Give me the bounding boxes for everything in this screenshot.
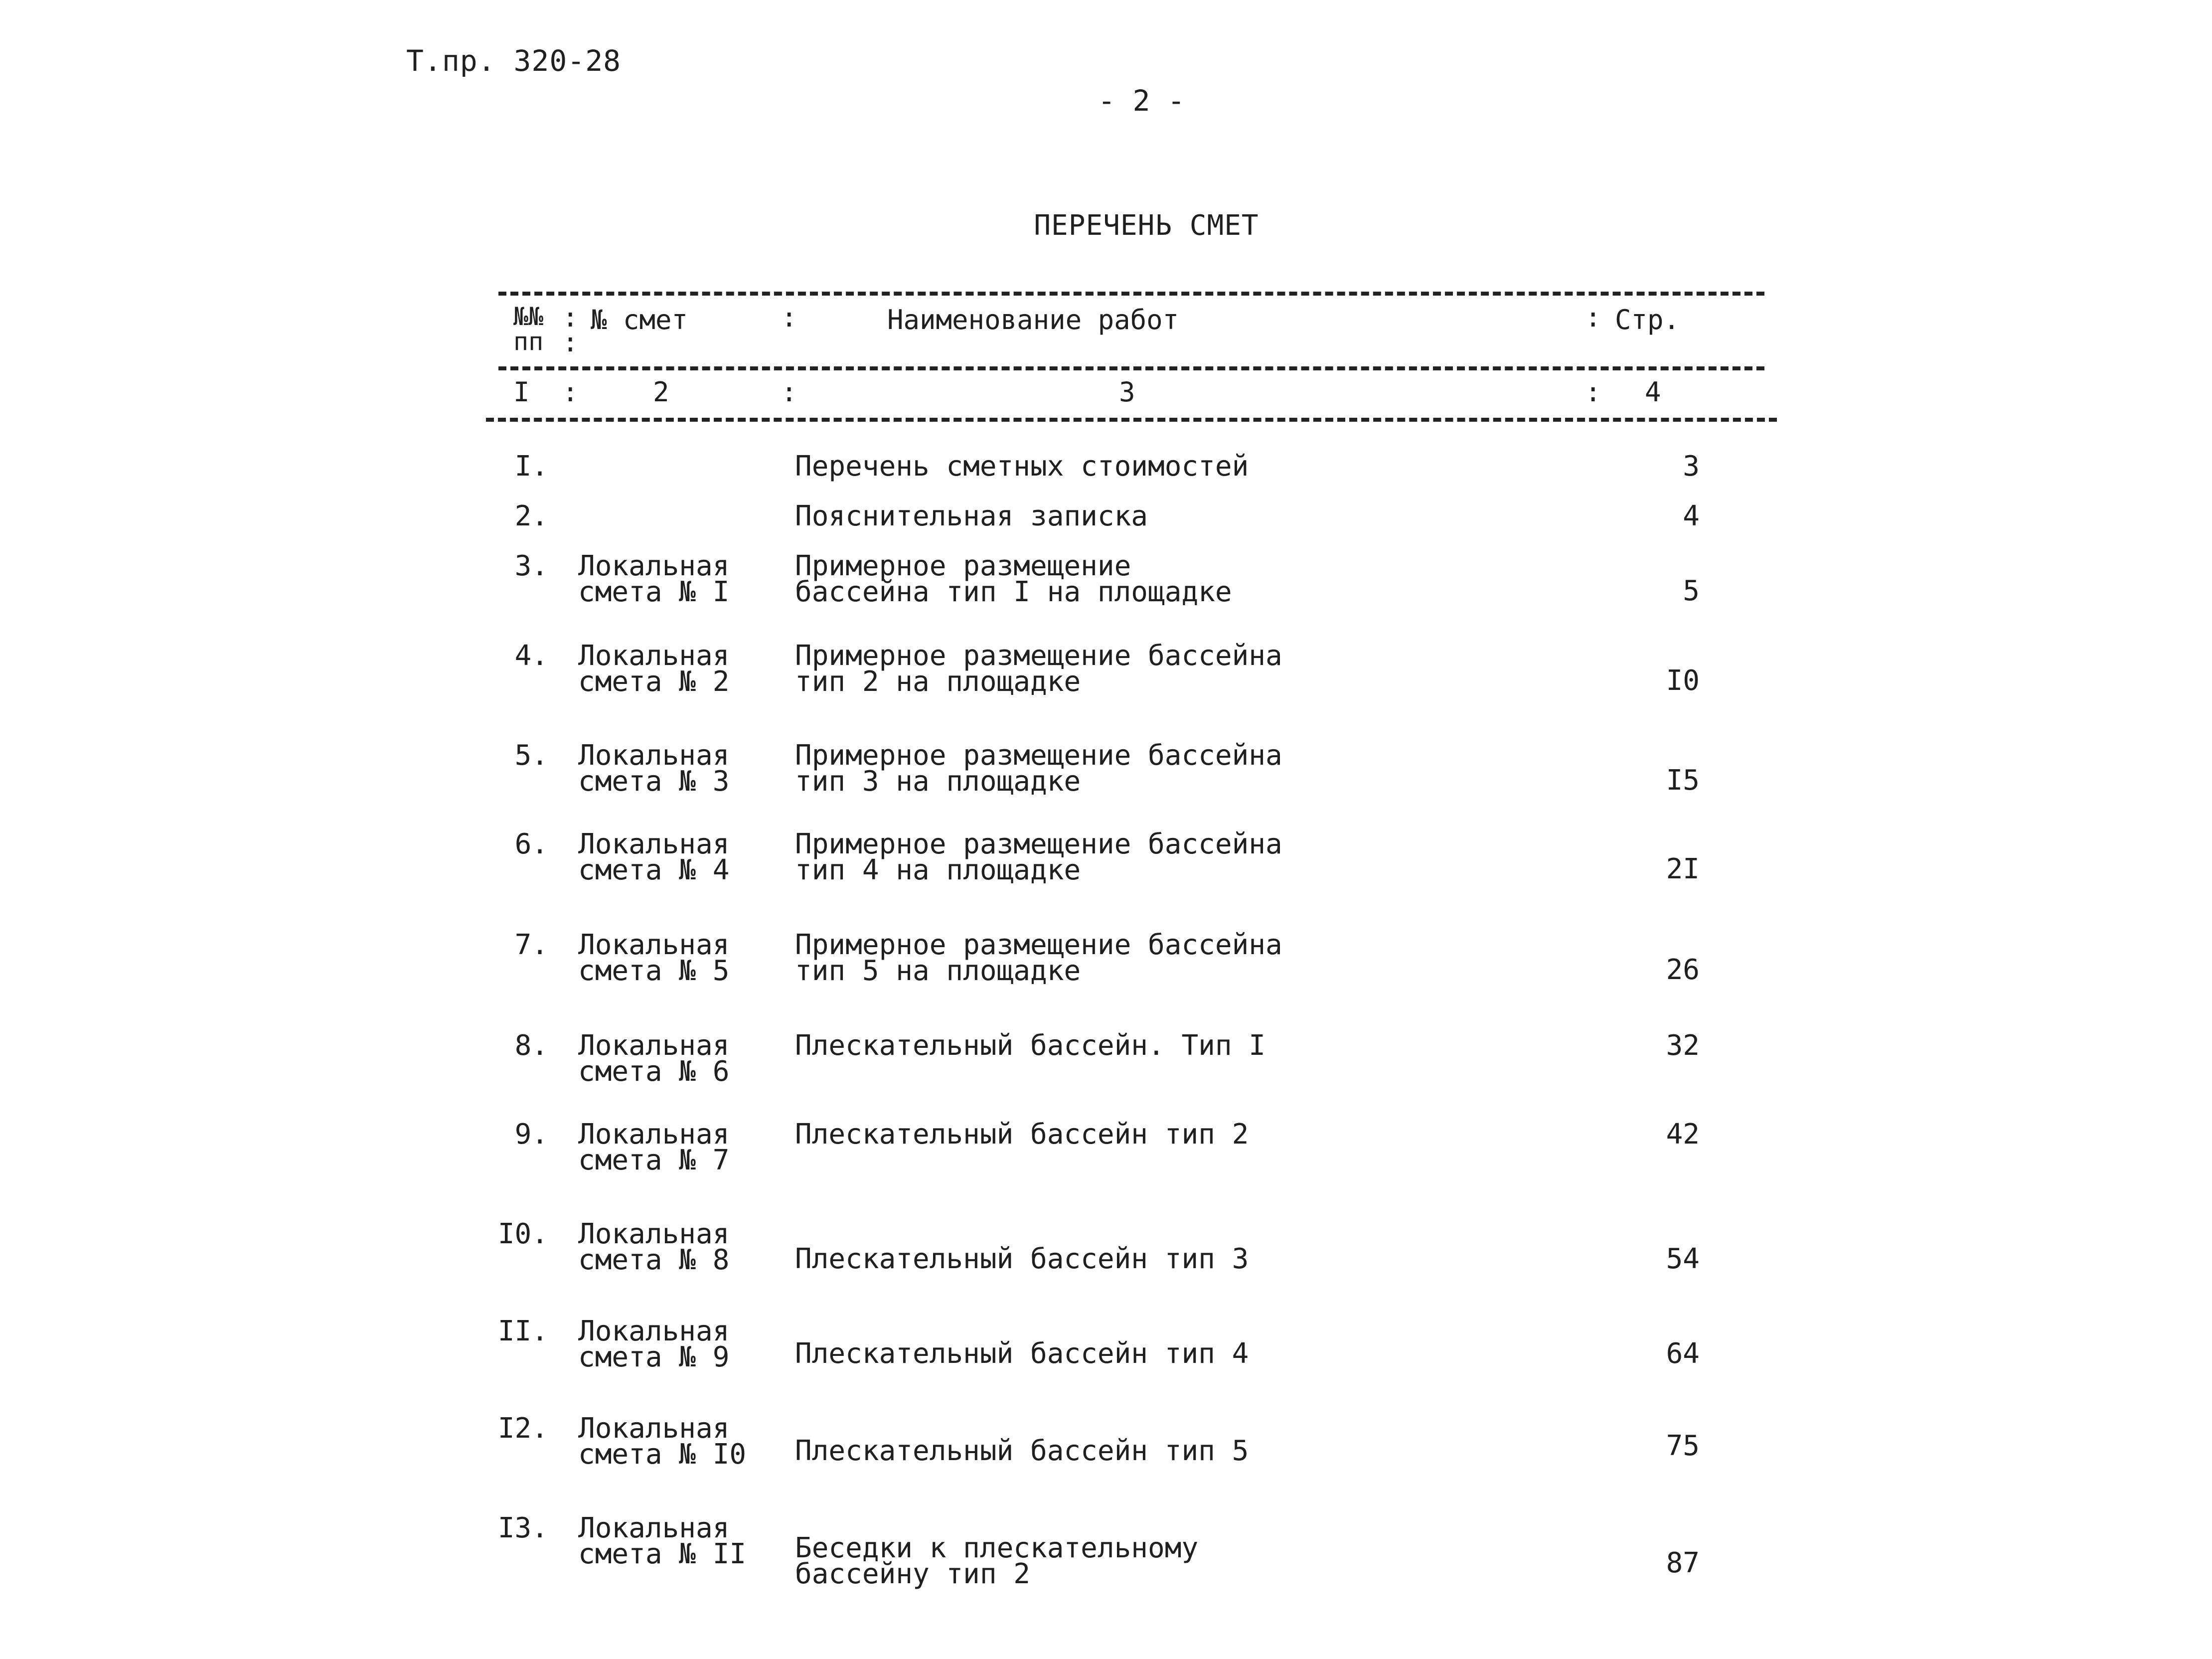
row-work-name: Беседки к плескательному бассейну тип 2 — [795, 1532, 1199, 1590]
row-number: 7. — [514, 929, 548, 961]
row-number: II. — [497, 1315, 548, 1347]
row-number: 3. — [514, 550, 548, 582]
row-work-name: Плескательный бассейн. Тип I — [795, 1029, 1266, 1062]
row-page: I5 — [1666, 764, 1700, 797]
column-separator: : — [562, 327, 579, 358]
row-page: 3 — [1683, 450, 1700, 483]
column-separator: : — [562, 376, 579, 408]
row-work-name: Плескательный бассейн тип 2 — [795, 1118, 1249, 1151]
row-estimate: Локальная смета № 4 — [578, 828, 730, 886]
column-separator: : — [781, 376, 797, 408]
row-work-name: Плескательный бассейн тип 5 — [795, 1435, 1249, 1467]
row-page: 5 — [1683, 575, 1700, 607]
column-separator: : — [1585, 302, 1601, 333]
table-columns-rule — [486, 418, 1777, 422]
row-number: 4. — [514, 640, 548, 672]
row-number: 9. — [514, 1118, 548, 1151]
column-separator: : — [781, 302, 797, 333]
row-estimate: Локальная смета № 9 — [578, 1315, 730, 1373]
column-header-name: Наименование работ — [887, 304, 1179, 335]
document-code: Т.пр. 320-28 — [406, 44, 622, 78]
row-number: I3. — [497, 1512, 548, 1544]
row-work-name: Примерное размещение бассейна тип 2 на площадке — [795, 640, 1282, 698]
row-work-name: Перечень сметных стоимостей — [795, 450, 1249, 483]
row-number: I. — [514, 450, 548, 483]
column-separator: : — [1585, 376, 1601, 408]
column-number-4: 4 — [1645, 376, 1661, 408]
table-header-rule — [498, 366, 1764, 370]
row-number: 6. — [514, 828, 548, 860]
row-page: 26 — [1666, 954, 1700, 986]
row-page: 42 — [1666, 1118, 1700, 1151]
row-estimate: Локальная смета № 2 — [578, 640, 730, 698]
column-header-page: Стр. — [1615, 304, 1680, 335]
row-page: 87 — [1666, 1547, 1700, 1579]
row-page: 75 — [1666, 1430, 1700, 1462]
row-work-name: Плескательный бассейн тип 4 — [795, 1337, 1249, 1370]
column-number-3: 3 — [1119, 376, 1135, 408]
row-work-name: Плескательный бассейн тип 3 — [795, 1243, 1249, 1275]
row-estimate: Локальная смета № I — [578, 550, 730, 608]
row-estimate: Локальная смета № I0 — [578, 1412, 747, 1471]
row-page: 64 — [1666, 1337, 1700, 1370]
row-work-name: Пояснительная записка — [795, 500, 1148, 532]
row-estimate: Локальная смета № 3 — [578, 739, 730, 798]
row-number: I2. — [497, 1412, 548, 1445]
column-number-2: 2 — [653, 376, 669, 408]
table-top-rule — [498, 292, 1764, 296]
row-number: 5. — [514, 739, 548, 772]
document-title: ПЕРЕЧЕНЬ СМЕТ — [1034, 209, 1259, 242]
row-estimate: Локальная смета № 6 — [578, 1029, 730, 1088]
row-page: 4 — [1683, 500, 1700, 532]
column-header-estimate: № смет — [591, 304, 688, 335]
row-page: 2I — [1666, 853, 1700, 885]
row-number: 8. — [514, 1029, 548, 1062]
row-estimate: Локальная смета № 5 — [578, 929, 730, 987]
row-work-name: Примерное размещение бассейна тип I на площадке — [795, 550, 1232, 608]
row-page: 32 — [1666, 1029, 1700, 1062]
row-work-name: Примерное размещение бассейна тип 5 на площадке — [795, 929, 1282, 987]
column-header-num: №№ пп — [513, 302, 544, 356]
row-estimate: Локальная смета № 8 — [578, 1218, 730, 1276]
column-number-1: I — [513, 376, 530, 408]
row-page: 54 — [1666, 1243, 1700, 1275]
column-separator: : — [562, 302, 579, 333]
row-work-name: Примерное размещение бассейна тип 4 на площадке — [795, 828, 1282, 886]
row-page: I0 — [1666, 664, 1700, 697]
row-estimate: Локальная смета № 7 — [578, 1118, 730, 1176]
row-number: 2. — [514, 500, 548, 532]
page-number: - 2 - — [1098, 84, 1185, 118]
row-number: I0. — [497, 1218, 548, 1250]
row-estimate: Локальная смета № II — [578, 1512, 747, 1570]
row-work-name: Примерное размещение бассейна тип 3 на площадке — [795, 739, 1282, 798]
